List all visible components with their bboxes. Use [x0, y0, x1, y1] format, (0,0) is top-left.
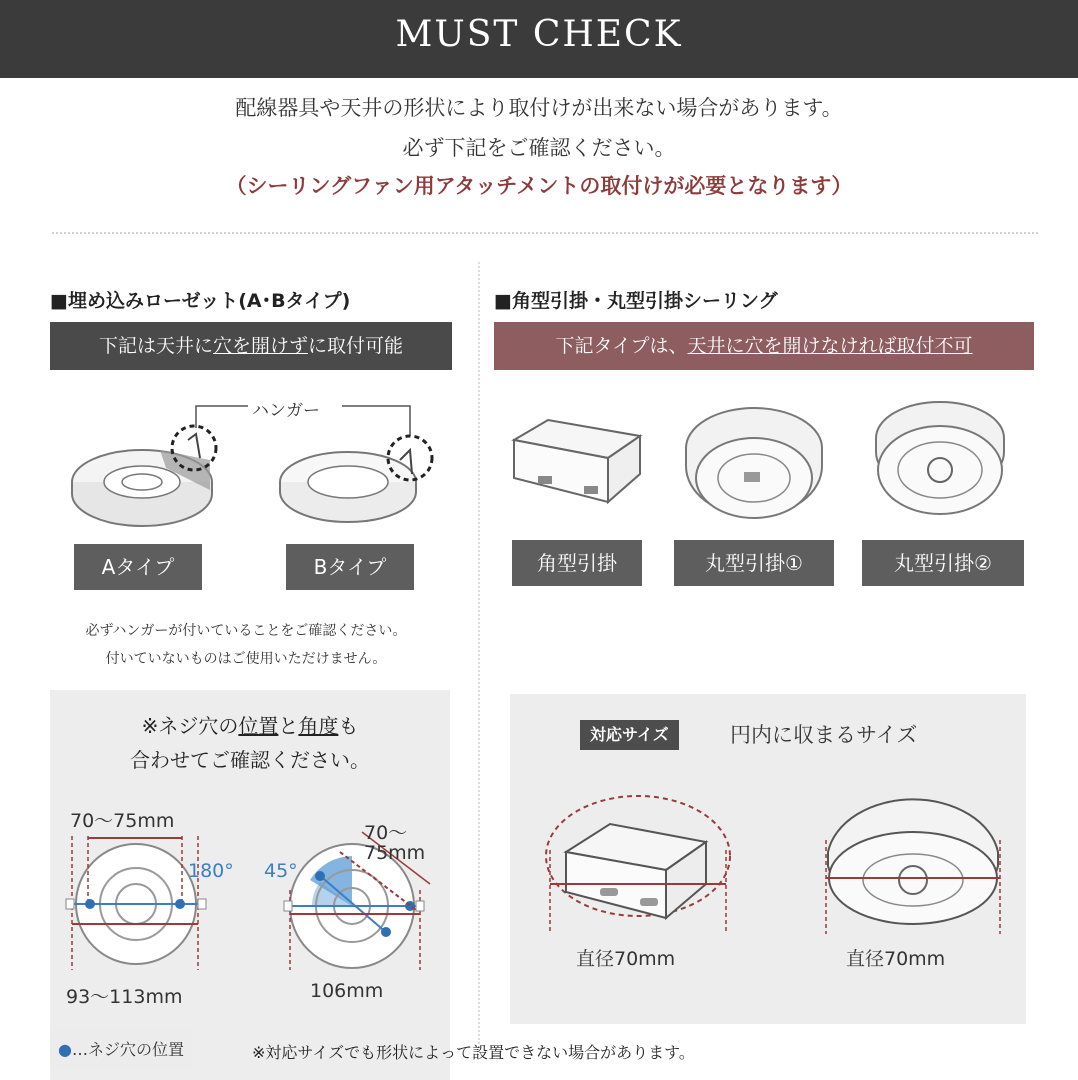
hanger-note-2: 付いていないものはご使用いただけません。 — [105, 651, 387, 667]
right-band-pre: 下記タイプは、 — [555, 335, 688, 357]
left-band-pre: 下記は天井に — [98, 335, 213, 357]
screw-note-mid: と — [278, 714, 299, 738]
left-band-post: に取付可能 — [308, 335, 404, 357]
diam-left-label: 直径70mm — [576, 948, 676, 970]
round-type-2-chip: 丸型引掛② — [862, 540, 1024, 586]
type-a-chip: Aタイプ — [74, 544, 202, 590]
a-hole-span-label: 70～75mm — [70, 810, 175, 832]
square-type-chip: 角型引掛 — [512, 540, 642, 586]
screw-note-pre: ※ネジ穴の — [141, 714, 239, 738]
screw-note-post: も — [338, 714, 359, 738]
screw-legend-marker: ● — [58, 1040, 72, 1059]
b-outer-label: 106mm — [310, 980, 384, 1002]
screw-note-u2: 角度 — [298, 714, 339, 738]
left-band-underlined: 穴を開けず — [212, 335, 308, 357]
type-b-chip: Bタイプ — [286, 544, 414, 590]
footnote: ※対応サイズでも形状によって設置できない場合があります。 — [252, 1043, 695, 1062]
screw-legend — [50, 1030, 192, 1070]
right-band-underlined: 天井に穴を開けなければ取付不可 — [687, 335, 973, 357]
diam-right-label: 直径70mm — [846, 948, 946, 970]
size-tag: 対応サイズ — [580, 720, 679, 750]
left-section-heading: ■埋め込みローゼット(A･Bタイプ) — [50, 290, 351, 312]
page-title: MUST CHECK — [395, 14, 683, 55]
hanger-label: ハンガー — [252, 401, 320, 421]
intro-note: （シーリングファン用アタッチメントの取付けが必要となります） — [225, 174, 853, 198]
screw-note-u1: 位置 — [238, 714, 279, 738]
a-angle-label: 180° — [188, 860, 234, 882]
size-text: 円内に収まるサイズ — [730, 723, 918, 747]
screw-legend-text: …ネジ穴の位置 — [71, 1040, 184, 1059]
hanger-note-1: 必ずハンガーが付いていることをご確認ください。 — [85, 623, 407, 639]
b-hole-span-label-1: 70～ — [364, 822, 408, 844]
b-angle-label: 45° — [264, 860, 298, 882]
right-section-heading: ■角型引掛・丸型引掛シーリング — [494, 290, 778, 312]
b-hole-span-label-2: 75mm — [364, 842, 426, 864]
intro-line-2: 必ず下記をご確認ください。 — [402, 136, 676, 160]
round-type-1-chip: 丸型引掛① — [674, 540, 834, 586]
screw-note-line-2: 合わせてご確認ください。 — [130, 748, 370, 772]
intro-line-1: 配線器具や天井の形状により取付けが出来ない場合があります。 — [235, 96, 843, 120]
a-outer-label: 93～113mm — [66, 986, 183, 1008]
